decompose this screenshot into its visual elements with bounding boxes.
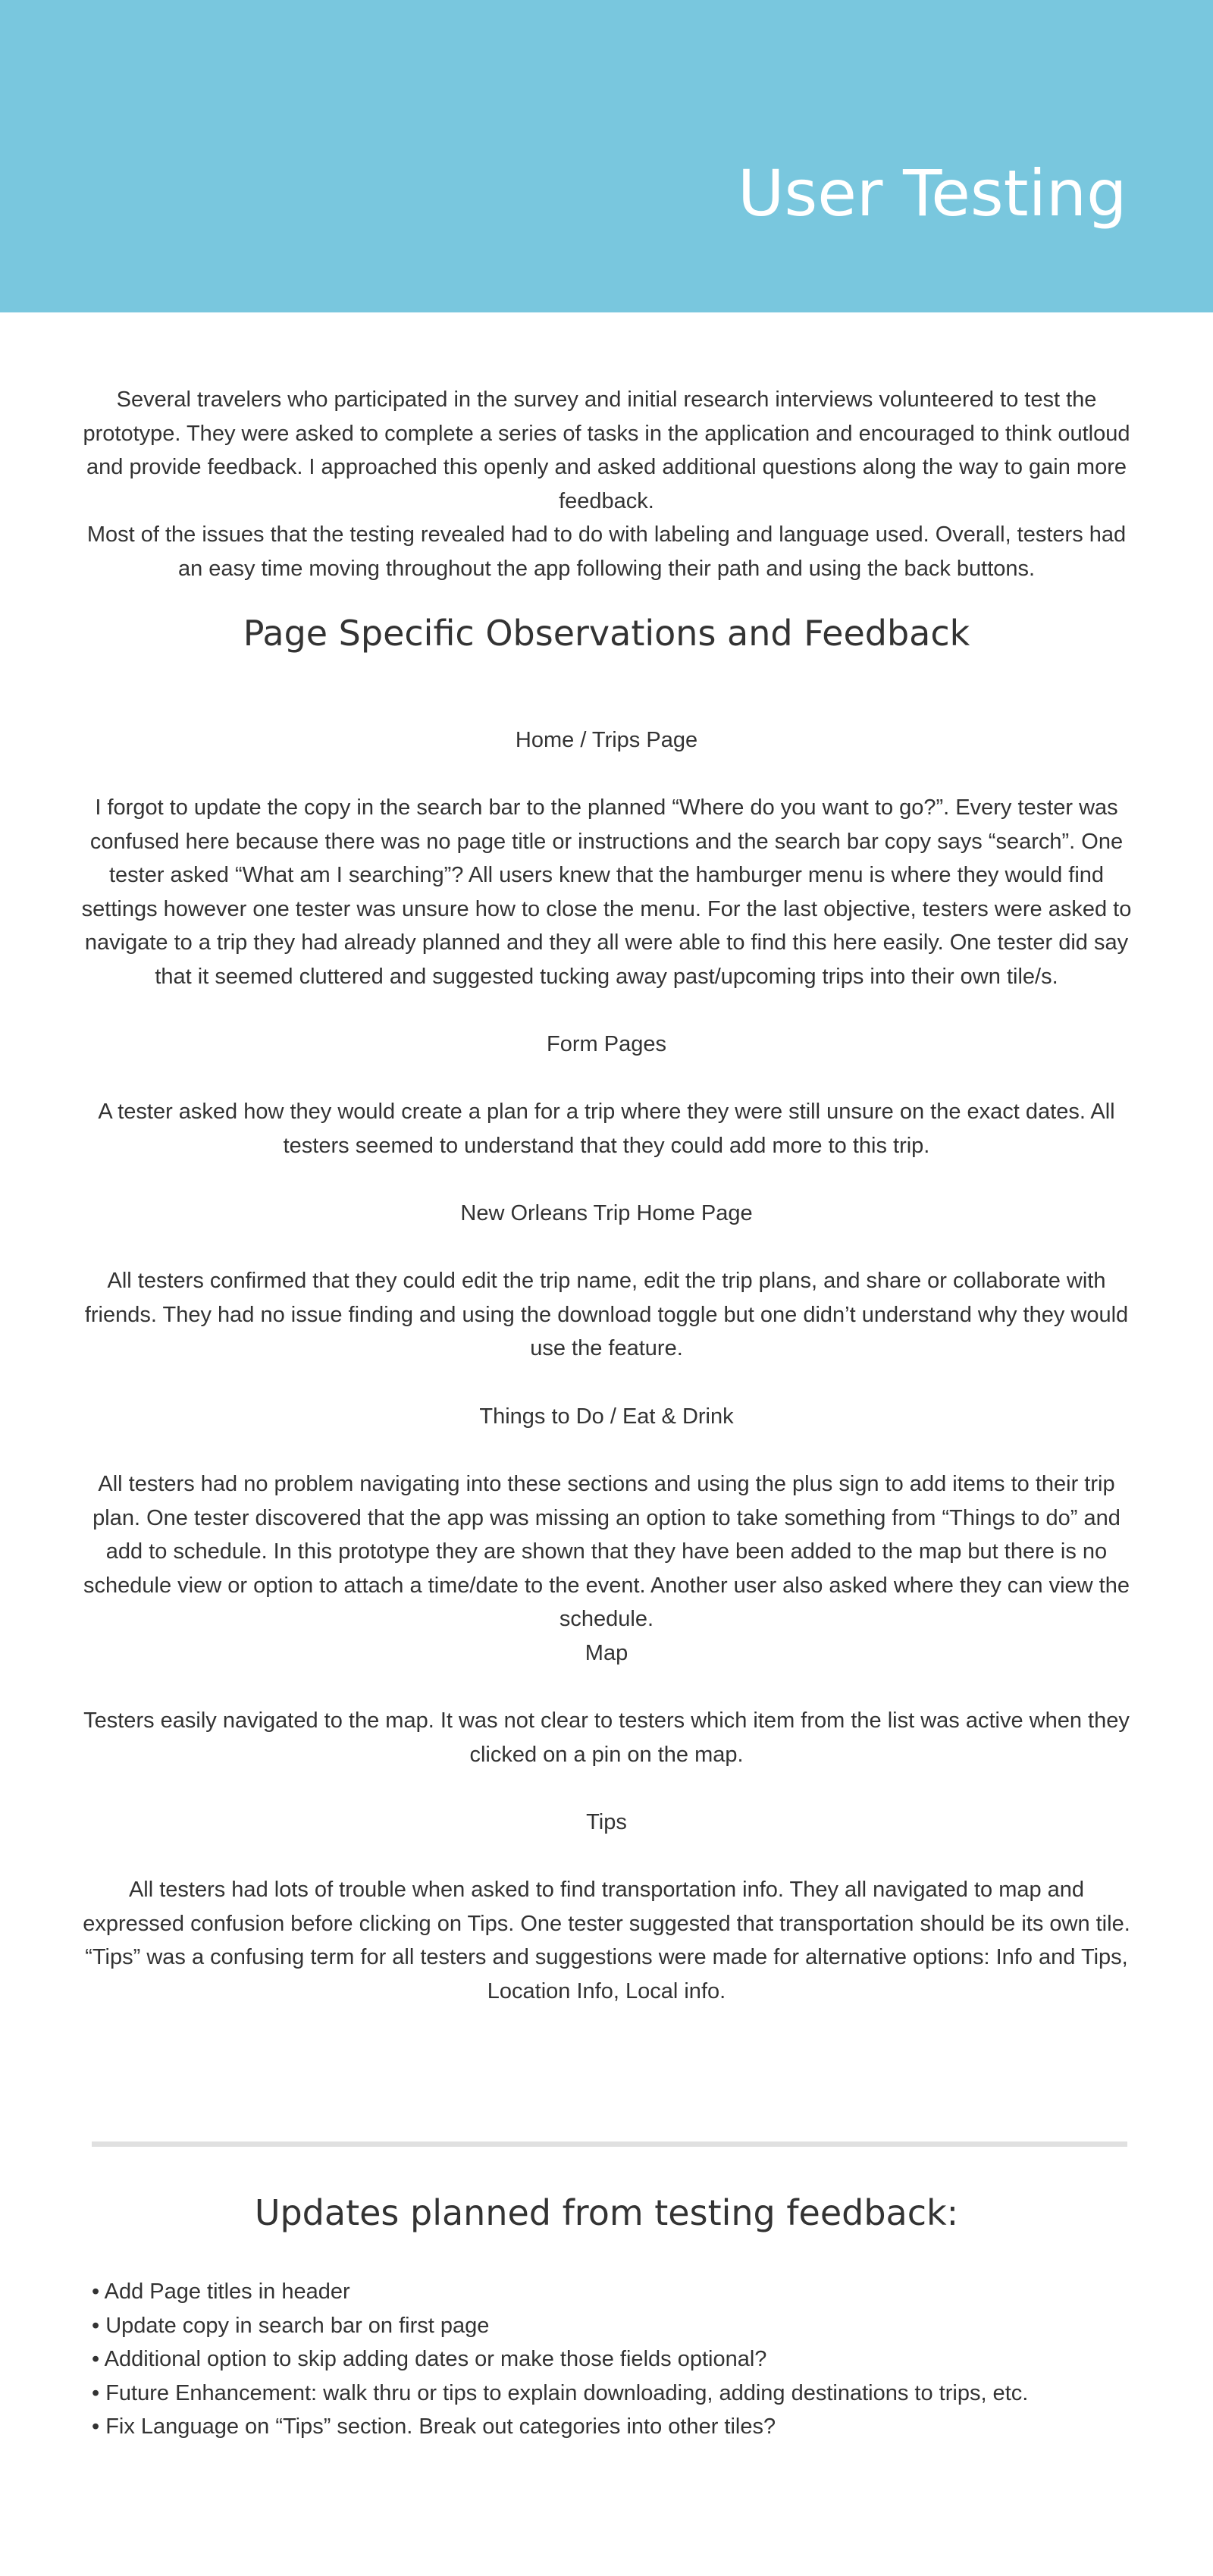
observation-title: Map <box>585 1641 628 1665</box>
list-item: • Update copy in search bar on first page <box>92 2313 490 2338</box>
intro-section <box>76 383 1137 585</box>
observation-body: Testers easily navigated to the map. It was not clear to testers which item from the list was active when they clicked on a pin on the map. <box>83 1708 1130 1767</box>
observation-section-things-to-do <box>76 1400 1137 1636</box>
observation-title: Home / Trips Page <box>515 728 698 752</box>
observations-heading: Page Specific Observations and Feedback <box>243 613 970 654</box>
observation-title: Tips <box>586 1810 627 1834</box>
observation-title: Things to Do / Eat & Drink <box>479 1404 734 1429</box>
list-item: • Fix Language on “Tips” section. Break out categories into other tiles? <box>92 2414 776 2439</box>
observation-section-new-orleans <box>76 1197 1137 1366</box>
observation-body: All testers confirmed that they could edit the trip name, edit the trip plans, and share or collaborate with friends. They had no issue finding and using the download toggle but one didn’t understand why they would use the feature. <box>84 1269 1129 1360</box>
updates-heading: Updates planned from testing feedback: <box>254 2192 959 2233</box>
intro-paragraph-2: Most of the issues that the testing revealed had to do with labeling and language used. Overall, testers had an easy time moving throughout the app following their path and using the back buttons. <box>86 522 1127 581</box>
observation-body: A tester asked how they would create a plan for a trip where they were still unsure on the exact dates. All testers seemed to understand that they could add more to this trip. <box>98 1100 1115 1158</box>
page-title: User Testing <box>738 156 1127 231</box>
observation-title: New Orleans Trip Home Page <box>460 1201 753 1225</box>
observation-section-map <box>76 1636 1137 1771</box>
list-item: • Future Enhancement: walk thru or tips to explain downloading, adding destinations to trips, etc. <box>92 2380 1029 2405</box>
updates-list <box>92 2275 1127 2444</box>
observation-title: Form Pages <box>547 1032 666 1056</box>
observation-body: All testers had lots of trouble when asked to find transportation info. They all navigated to map and expressed confusion before clicking on Tips. One tester suggested that transportation should be its own tile. “Tips” was a confusing term for all testers and suggestions were made for alternative options: Info and Tips, Location Info, Local info. <box>83 1878 1130 2003</box>
list-item: • Additional option to skip adding dates or make those fields optional? <box>92 2347 767 2371</box>
section-divider <box>92 2141 1127 2147</box>
intro-paragraph-1: Several travelers who participated in the survey and initial research interviews volunteered to test the prototype. They were asked to complete a series of tasks in the application and encouraged to think outloud and provide feedback. I approached this openly and asked additional questions along the way to gain more feedback. <box>83 387 1130 513</box>
observation-section-tips <box>76 1806 1137 2008</box>
hero-banner <box>0 0 1213 312</box>
observation-body: I forgot to update the copy in the search bar to the planned “Where do you want to go?”. Every tester was confused here because there was no page title or instructions and the search bar copy says “search”. One tester asked “What am I searching”? All users knew that the hamburger menu is where they would find settings however one tester was unsure how to close the menu. For the last objective, testers were asked to navigate to a trip they had already planned and they all were able to find this here easily. One tester did say that it seemed cluttered and suggested tucking away past/upcoming trips into their own tile/s. <box>81 795 1132 989</box>
observation-section-home <box>76 723 1137 993</box>
observation-body: All testers had no problem navigating into these sections and using the plus sign to add items to their trip plan. One tester discovered that the app was missing an option to take something from “Things to do” and add to schedule. In this prototype they are shown that they have been added to the map but there is no schedule view or option to attach a time/date to the event. Another user also asked where they can view the schedule. <box>83 1472 1130 1631</box>
observation-section-form <box>76 1028 1137 1162</box>
list-item: • Add Page titles in header <box>92 2279 350 2304</box>
